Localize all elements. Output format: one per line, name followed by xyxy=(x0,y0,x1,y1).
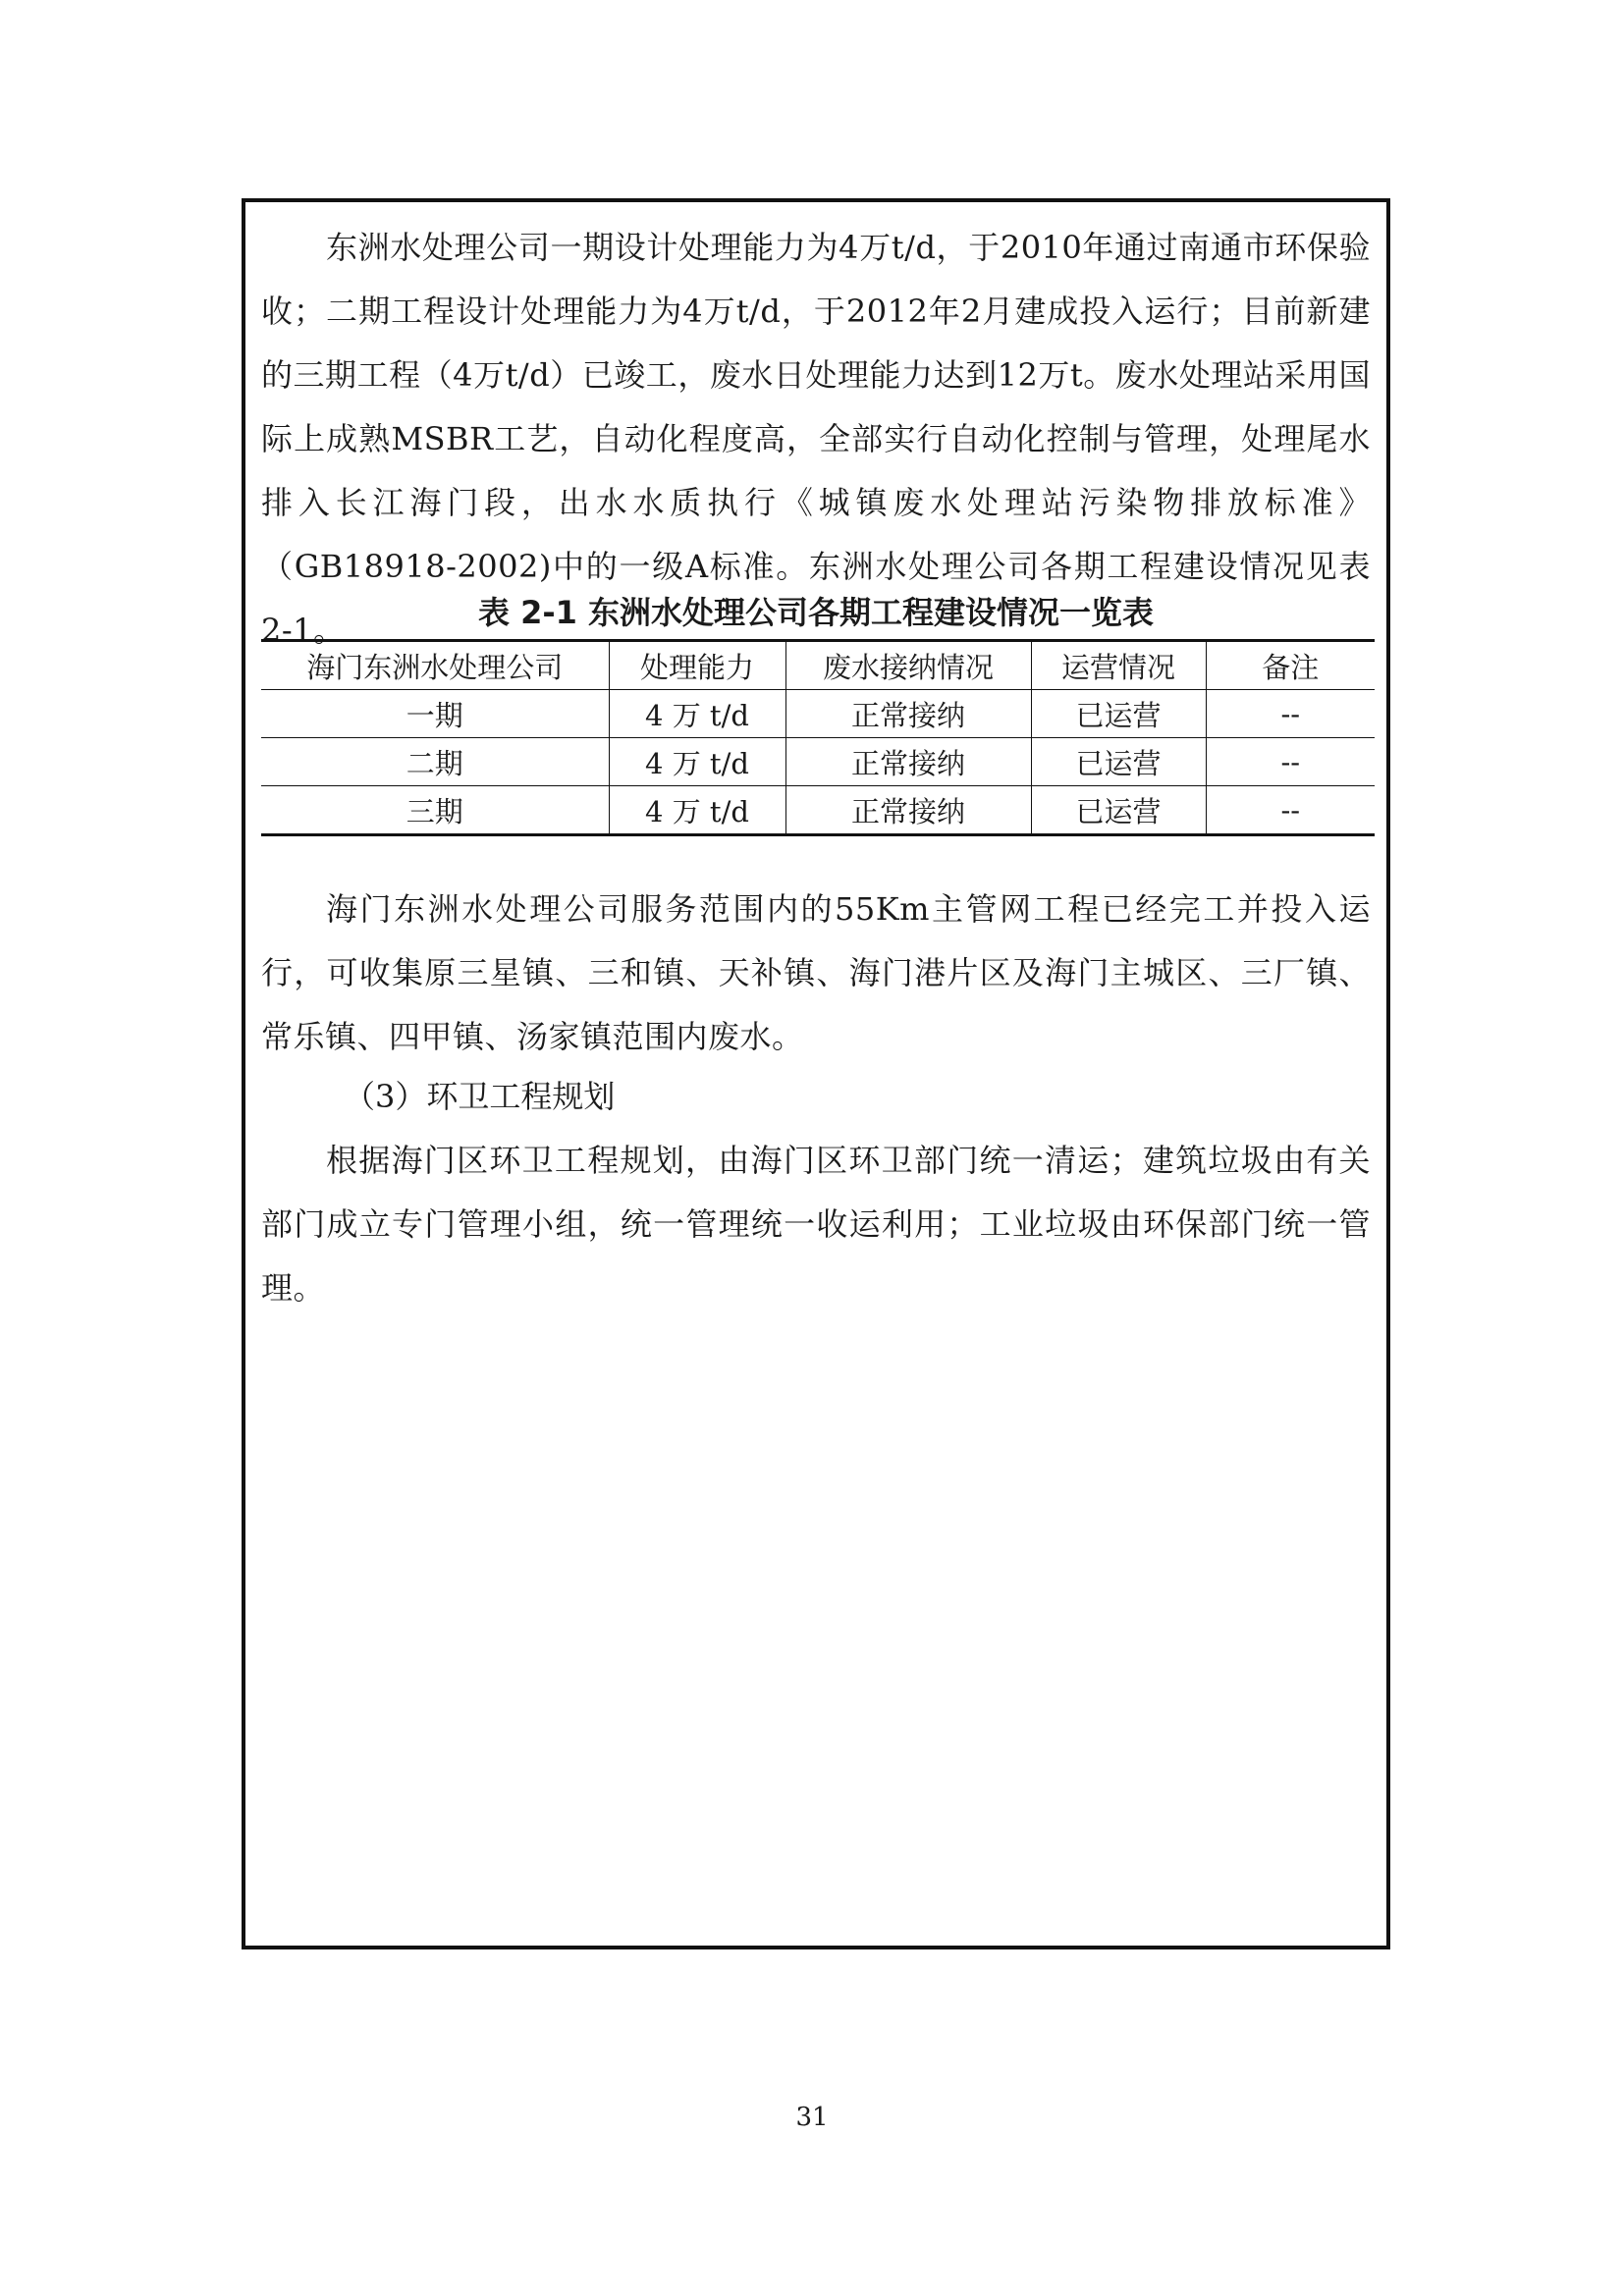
table-cell: 一期 xyxy=(261,690,609,738)
table-cell: 已运营 xyxy=(1031,738,1206,786)
table-cell: 4 万 t/d xyxy=(609,690,785,738)
table-cell: 正常接纳 xyxy=(785,786,1031,835)
page-number: 31 xyxy=(795,2103,829,2132)
table-cell: 已运营 xyxy=(1031,690,1206,738)
table-row xyxy=(261,738,1375,786)
column-header: 海门东洲水处理公司 xyxy=(261,641,609,690)
table-caption: 表 2-1 东洲水处理公司各期工程建设情况一览表 xyxy=(477,594,1155,631)
table-cell: 4 万 t/d xyxy=(609,786,785,835)
table-cell: -- xyxy=(1206,690,1375,738)
table-cell: 4 万 t/d xyxy=(609,738,785,786)
table-cell: -- xyxy=(1206,738,1375,786)
table-cell: 已运营 xyxy=(1031,786,1206,835)
paragraph-wastewater-plant: 东洲水处理公司一期设计处理能力为4万t/d，于2010年通过南通市环保验收；二期工程设计处理能力为4万t/d，于2012年2月建成投入运行；目前新建的三期工程（4万t/d）已竣工，废水日处理能力达到12万t。废水处理站采用国际上成熟MSBR工艺，自动化程度高，全部实行自动化控制与管理，处理尾水排入长江海门段，出水水质执行《城镇废水处理站污染物排放标准》（GB18918-2002)中的一级A标准。东洲水处理公司各期工程建设情况见表2-1。 xyxy=(261,229,1371,649)
table-cell: 正常接纳 xyxy=(785,738,1031,786)
table-cell: 正常接纳 xyxy=(785,690,1031,738)
paragraph-pipe-network: 海门东洲水处理公司服务范围内的55Km主管网工程已经完工并投入运行，可收集原三星镇、三和镇、天补镇、海门港片区及海门主城区、三厂镇、常乐镇、四甲镇、汤家镇范围内废水。 xyxy=(261,890,1371,1055)
column-header: 处理能力 xyxy=(609,641,785,690)
table-header-row xyxy=(261,641,1375,690)
paragraph-sanitation: 根据海门区环卫工程规划，由海门区环卫部门统一清运；建筑垃圾由有关部门成立专门管理小组，统一管理统一收运利用；工业垃圾由环保部门统一管理。 xyxy=(261,1142,1371,1307)
column-header: 废水接纳情况 xyxy=(785,641,1031,690)
column-header: 备注 xyxy=(1206,641,1375,690)
table-cell: -- xyxy=(1206,786,1375,835)
document-frame xyxy=(242,198,1390,1949)
table-cell: 三期 xyxy=(261,786,609,835)
plant-phases-table xyxy=(261,639,1375,836)
table-row xyxy=(261,786,1375,835)
table-cell: 二期 xyxy=(261,738,609,786)
table-row xyxy=(261,690,1375,738)
column-header: 运营情况 xyxy=(1031,641,1206,690)
section-heading: （3）环卫工程规划 xyxy=(344,1078,616,1115)
